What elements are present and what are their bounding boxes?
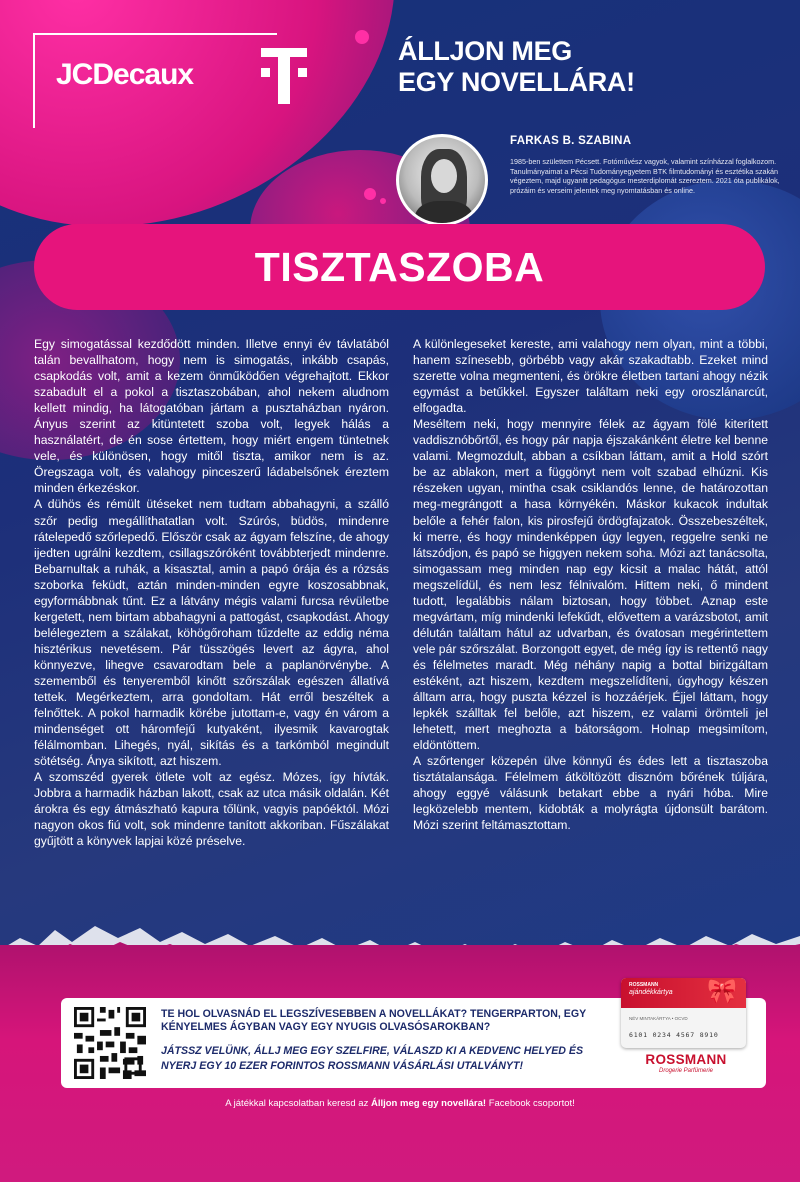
author-name: FARKAS B. SZABINA <box>510 135 632 147</box>
headline-line: EGY NOVELLÁRA! <box>398 67 635 97</box>
story-paragraph: A különlegeseket kereste, ami valahogy nem olyan, mint a többi, hanem színesebb, görbébb vagy akár szakadtabb. Ezeket mind szerette volna megmenteni, és örökre életben tartani ahogy nézik egymást a betűkkel. Egyszer találtam neki egy oroszlánarcút, elfogadta. <box>413 337 768 416</box>
jcdecaux-logo: JCDecaux <box>56 58 194 91</box>
campaign-headline <box>398 36 635 98</box>
author-bio: 1985-ben születtem Pécsett. Fotóművész vagyok, valamint színházzal foglalkozom. Tanulmányaimat a Pécsi Tudományegyetem BTK filmtudományi és esztétika szakán végeztem, majd ugyanitt pedagógus mesterdiplomát szereztem. 2021 óta publikálok, prózáim és verseim jelentek meg nyomtatásban és online. <box>510 157 780 195</box>
story-paragraph: A dühös és rémült ütéseket nem tudtam abbahagyni, a szálló szőr pedig megállíthatatlan volt. Szúrós, büdös, mindenre rátelepedő szőrlepedő. Először csak az ágyam felszíne, de ahogy ijedten ugrálni kezdtem, csillagszóróként továbbterjedt mindenre. Bebarnultak a ruhák, a kisasztal, amin a papó órája és a rózsás szoborka feküdt, aztán minden-minden egyre koszosabbnak, egyformábbnak tűnt. Ez a látvány mégis valami furcsa révületbe kergetett, nem birtam abbahagyni a pattogást, csapkodást. Ahogy belélegeztem a szálakat, köhögőroham tűzdelte az eddig néma hisztérikus nevetésem. Pár tüsszögés levert az ágyra, ahol könnyezve, lihegve csavarodtam bele a paplanörvénybe. A szememből és tenyeremből kinőtt szőrszálak egészen állatívá tettek. Megérkeztem, arra gondoltam. Hát erről beszéltek a felnőttek. A pokol harmadik körébe jutottam-e, vagy én várom a mindenséget ott háromfejű kutyaként, ilyesmik kavarogtak félálmomban. Lihegés, nyál, sikítás és a tarkómból megindult sötétség. Ánya sikított, azt hiszem. <box>34 497 389 769</box>
promo-box <box>61 978 766 1088</box>
story-paragraph: Egy simogatással kezdődött minden. Illetve ennyi év távlatából talán bevallhatom, hogy nem is simogatás, inkább csapás, csapkodás volt, amit a kezem önműködően végrehajtott. Ekkor szabadult el a pokol a tisztaszobában, ahol nekem aludnom kellett mindig, ha látogatóban jártam a pusztaházban nyáron. Ányus szerint az kitüntetett szoba volt, legyek hálás a használatért, de én sose értettem, hogy miért engem tüntetnek vele, és különösen, hogy mitől tiszta, amikor nem is az. Öregszaga volt, és valahogy pinceszerű ládabelsőnek éreztem minden érkezéskor. <box>34 337 389 496</box>
decor-dot <box>355 30 369 44</box>
card-label: NÉV MINTAKÁRTYA • OCVD <box>629 1016 688 1021</box>
card-brand: ROSSMANN <box>629 982 659 988</box>
decor-dot <box>364 188 376 200</box>
gift-bow-icon: 🎀 <box>707 978 737 1005</box>
story-title: TISZTASZOBA <box>254 243 545 290</box>
promo-question: TE HOL OLVASNÁD EL LEGSZÍVESEBBEN A NOVELLÁKAT? TENGERPARTON, EGY KÉNYELMES ÁGYBAN VAGY EGY NYUGIS OLVASÓSAROKBAN? <box>161 1008 586 1033</box>
headline-line: ÁLLJON MEG <box>398 36 573 66</box>
rossmann-logo: ROSSMANN <box>645 1052 727 1067</box>
telekom-logo <box>261 48 307 104</box>
promo-call-to-action: JÁTSSZ VELÜNK, ÁLLJ MEG EGY SZELFIRE, VÁLASZD KI A KEDVENC HELYED ÉS NYERJ EGY 10 EZER FORINTOS ROSSMANN VÁSÁRLÁSI UTALVÁNYT! <box>161 1045 584 1072</box>
decor-dot <box>380 198 386 204</box>
author-photo <box>396 134 488 226</box>
card-name: ajándékkártya <box>629 989 673 996</box>
story-paragraph: A szomszéd gyerek ötlete volt az egész. Mózes, így hívták. Jobbra a harmadik házban lakott, csak az utca másik oldalán. Két árokra és egy átmászható kapura tőlünk, vagyis papóéktól. Mózi nagyon okos fiú volt, sok mindenre tanított akkoriban. Fűszálakat gyűjtött a könyvek lapjai közé préselve. <box>34 770 389 849</box>
qr-code[interactable] <box>74 1006 146 1080</box>
story-column-right <box>413 336 768 833</box>
story-paragraph: A szőrtenger közepén ülve könnyű és édes lett a tisztaszoba tisztátalansága. Félelmem átköltözött disznóm bőrének túljára, ahogy eggyé válásunk betakart ebbe a nyári hóba. Mire legközelebb mentem, kidobták a molyrágta újdonsült barátom. Mózi szerint feltámasztottam. <box>413 754 768 833</box>
card-number: 6101 0234 4567 8910 <box>629 1031 719 1039</box>
footer-prefix: A játékkal kapcsolatban keresd az <box>225 1098 371 1109</box>
story-paragraph: Meséltem neki, hogy mennyire félek az ágyam fölé kiterített vaddisznóbőrtől, és hogy pár napja éjszakánként életre kel benne valami. Megmozdult, abban a csíkban láttam, amit a Hold szórt be az ablakon, mert a függönyt nem volt szabad elhúzni. Kis részeken ugyan, mintha csak csiklandós lenne, de határozottan meg-megrángott a hasa környékén. Máskor kukacok indultak belőle a fehér falon, kis pirosfejű ördögfajzatok. Összebeszéltek, ki merre, és hogy mindenképpen úgy legyen, reggelre senki ne látszódjon, és papó se higgyen nekem soha. Mózi azt tanácsolta, simogassam meg minden nap egy kicsit a malac hátát, attól megszelídül, és nem lesz félnivalóm. Hittem neki, ő mindent tudott, legalábbis nálam biztosan, hogy többet. Aznap este megvártam, míg mindenki lefekűdt, elővettem a varázsbotot, amit délután találtam hátul az udvarban, és óvatosan megérintettem vele pár szőrszálat. Borzongott egyet, de még így is rettentő nagy és félelmetes maradt. Még néhány napig a bottal birizgáltam estéként, azt hiszem, kezdtem megszelídíteni, úgyhogy készen álltam arra, hogy puszta kézzel is hozzáérjek. Éjjel láttam, hogy lepkék szálltak fel belőle, azt hiszem, ez valami örömteli jel lehetett, mert meghozta a bátorságom. Holnap megsimítom, eldöntöttem. <box>413 417 768 753</box>
story-title-bar <box>34 224 765 310</box>
story-column-left <box>34 336 389 850</box>
gift-card <box>621 978 746 1048</box>
rossmann-tagline: Drogerie Parfümerie <box>658 1068 714 1074</box>
footer-suffix: Facebook csoportot! <box>486 1098 575 1109</box>
footer-note <box>0 1098 800 1109</box>
facebook-group-name[interactable]: Álljon meg egy novellára! <box>370 1098 487 1109</box>
